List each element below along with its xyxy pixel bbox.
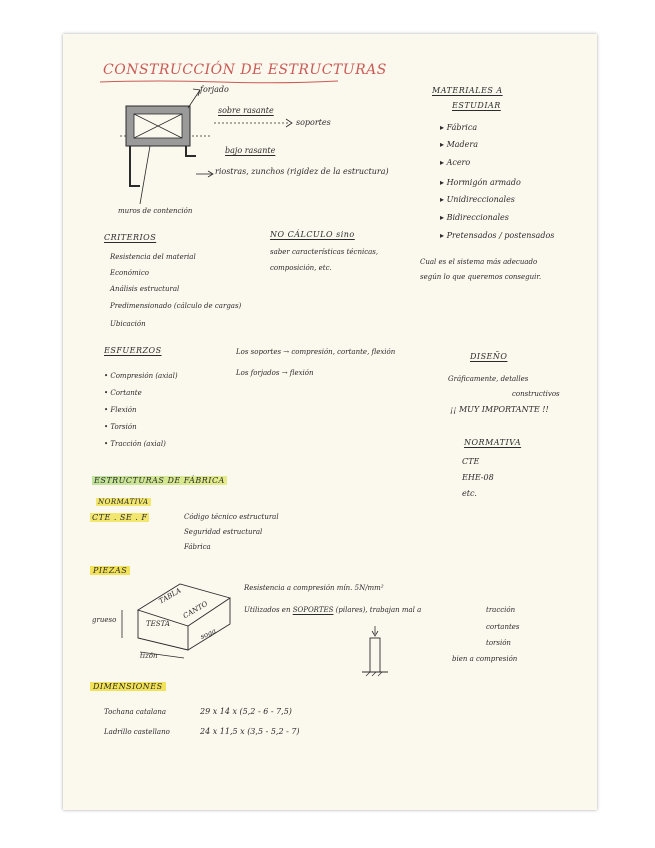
- esfuerzos-heading: ESFUERZOS: [104, 346, 162, 355]
- list-item: • Torsión: [104, 423, 137, 431]
- list-item: CTE: [462, 457, 480, 466]
- list-item: ▸ Acero: [440, 158, 471, 167]
- list-item: ▸ Bidireccionales: [440, 213, 509, 222]
- fabrica-code-wrap: [90, 513, 149, 522]
- piezas-heading-wrap: [90, 566, 130, 575]
- fabrica-heading: ESTRUCTURAS DE FÁBRICA: [94, 476, 225, 485]
- code-desc-2: Seguridad estructural: [184, 528, 263, 536]
- brick-testa-label: TESTA: [146, 620, 170, 628]
- label-sobre-rasante: sobre rasante: [218, 106, 274, 115]
- no-calculo-line-2: composición, etc.: [270, 264, 332, 272]
- brick-tabla-label: TABLA: [157, 586, 183, 606]
- piezas-resistencia: Resistencia a compresión mín. 5N/mm²: [244, 584, 384, 592]
- list-item: cortantes: [486, 623, 520, 631]
- label-forjado: forjado: [200, 85, 229, 94]
- diseno-line-1: Gráficamente, detalles: [448, 375, 529, 383]
- page-title: CONSTRUCCIÓN DE ESTRUCTURAS: [103, 62, 387, 78]
- brick-soga-label: soga: [199, 626, 218, 642]
- forjados-note: Los forjados → flexión: [236, 369, 314, 377]
- brick-canto-label: CANTO: [181, 599, 210, 621]
- dim-row-label: Tochana catalana: [104, 708, 167, 716]
- label-muros: muros de contención: [118, 207, 193, 215]
- no-calculo-line-1: saber características técnicas,: [270, 248, 379, 256]
- list-item: Ubicación: [110, 320, 146, 328]
- list-item: Predimensionado (cálculo de cargas): [110, 302, 242, 310]
- list-item: ▸ Hormigón armado: [440, 178, 521, 187]
- code-desc-1: Código técnico estructural: [184, 513, 279, 521]
- list-item: ▸ Madera: [440, 140, 478, 149]
- list-item: • Compresión (axial): [104, 372, 178, 380]
- building-section-diagram: [90, 86, 310, 216]
- list-item: • Flexión: [104, 406, 137, 414]
- pillar-sketch: [360, 626, 390, 682]
- list-item: ▸ Unidireccionales: [440, 195, 515, 204]
- list-item: EHE-08: [462, 473, 494, 482]
- normativa-heading: NORMATIVA: [464, 438, 522, 447]
- dim-row-value: 24 x 11,5 x (3,5 - 5,2 - 7): [200, 727, 300, 736]
- soportes-underlined: SOPORTES: [292, 606, 334, 614]
- soportes-note: Los soportes → compresión, cortante, flexión: [236, 348, 396, 356]
- label-bajo-rasante: bajo rasante: [225, 146, 276, 155]
- materiales-heading-1: MATERIALES A: [432, 86, 503, 95]
- list-item: Resistencia del material: [110, 253, 196, 261]
- materiales-heading-2: ESTUDIAR: [452, 101, 501, 110]
- list-item: ▸ Pretensados / postensados: [440, 231, 555, 240]
- label-riostras: riostras, zunchos (rigidez de la estructura): [215, 167, 389, 176]
- list-item: • Cortante: [104, 389, 142, 397]
- materiales-note-2: según lo que queremos conseguir.: [420, 273, 542, 281]
- diseno-heading: DISEÑO: [470, 352, 508, 361]
- criterios-heading: CRITERIOS: [104, 233, 157, 242]
- fabrica-normativa-heading: NORMATIVA: [98, 498, 149, 506]
- fabrica-heading-wrap: [92, 476, 227, 485]
- list-item: Análisis estructural: [110, 285, 180, 293]
- materiales-note-1: Cual es el sistema más adecuado: [420, 258, 538, 266]
- dimensiones-heading: DIMENSIONES: [90, 682, 166, 691]
- diseno-important: ¡¡ MUY IMPORTANTE !!: [450, 405, 549, 414]
- dim-row-value: 29 x 14 x (5,2 - 6 - 7,5): [200, 707, 292, 716]
- dim-row-label: Ladrillo castellano: [104, 728, 170, 736]
- fabrica-code: CTE . SE . F: [92, 513, 148, 522]
- piezas-utilizados: Utilizados en SOPORTES (pilares), trabajan mal a: [244, 606, 422, 614]
- piezas-heading: PIEZAS: [90, 566, 130, 575]
- label-soportes: soportes: [296, 118, 331, 127]
- diseno-line-2: constructivos: [512, 390, 560, 398]
- dimensiones-heading-wrap: [90, 682, 166, 691]
- piezas-bien: bien a compresión: [452, 655, 518, 663]
- brick-tizon-label: tizón: [140, 652, 158, 660]
- list-item: ▸ Fábrica: [440, 123, 478, 132]
- brick-grueso-label: grueso: [92, 616, 117, 624]
- code-desc-3: Fábrica: [184, 543, 211, 551]
- list-item: tracción: [486, 606, 516, 614]
- fabrica-normativa-wrap: [96, 498, 151, 506]
- list-item: torsión: [486, 639, 511, 647]
- list-item: • Tracción (axial): [104, 440, 166, 448]
- list-item: etc.: [462, 489, 477, 498]
- list-item: Económico: [110, 269, 149, 277]
- no-calculo-heading: NO CÁLCULO sino: [270, 230, 355, 239]
